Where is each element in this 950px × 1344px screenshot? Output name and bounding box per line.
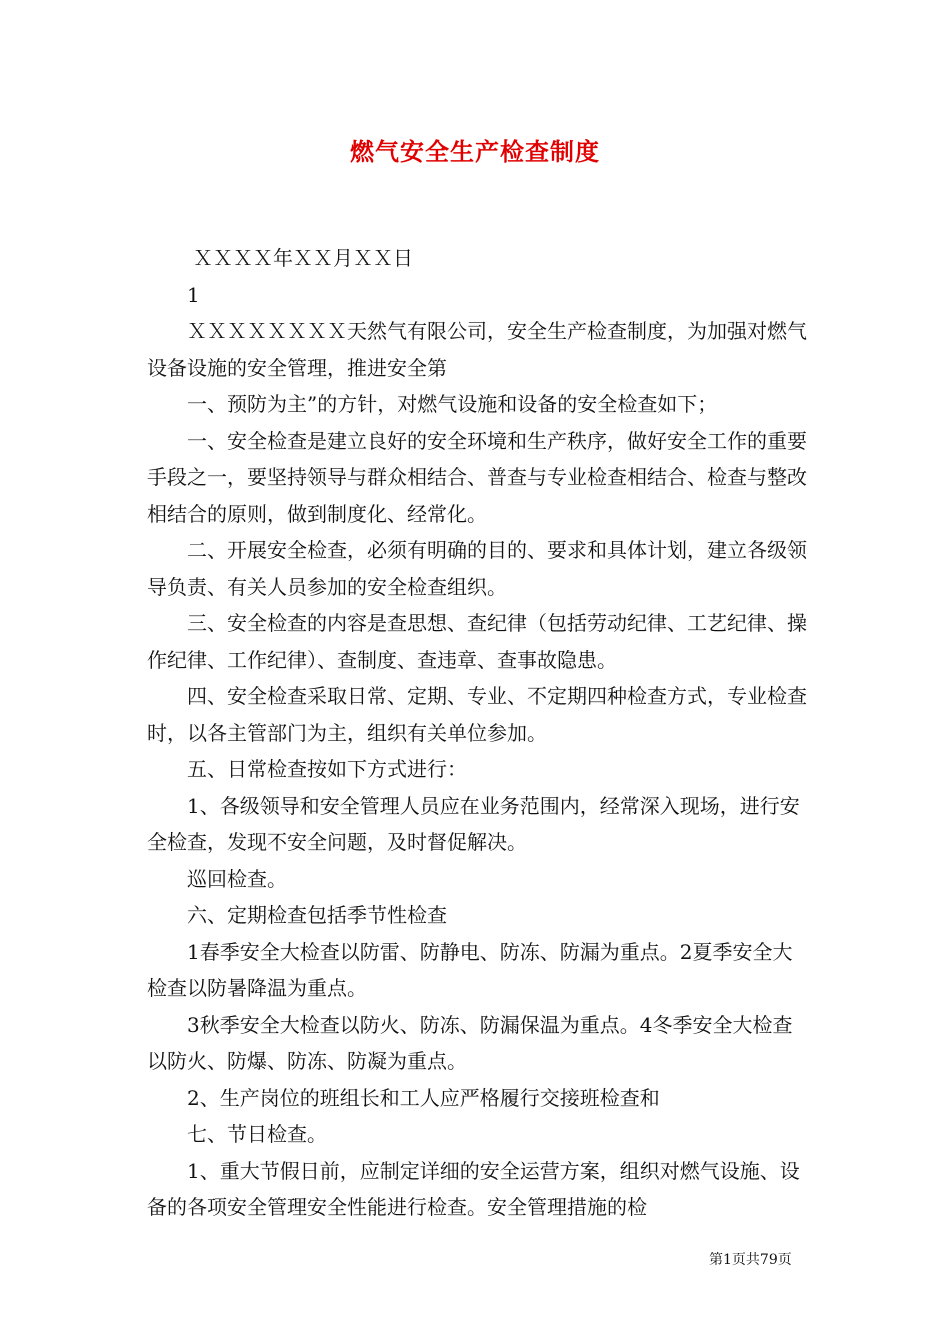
page-number-footer: 第1页共79页: [709, 1252, 792, 1268]
paragraph: 三、安全检查的内容是查思想、查纪律（包括劳动纪律、工艺纪律、操作纪律、工作纪律）、查制度、查违章、查事故隐患。: [147, 611, 807, 672]
paragraph: 二、开展安全检查，必须有明确的目的、要求和具体计划，建立各级领导负责、有关人员参加的安全检查组织。: [147, 538, 807, 599]
paragraph: 一、安全检查是建立良好的安全环境和生产秩序，做好安全工作的重要手段之一，要坚持领导与群众相结合、普查与专业检查相结合、检查与整改相结合的原则，做到制度化、经常化。: [147, 428, 807, 526]
paragraph: 六、定期检查包括季节性检查: [187, 903, 447, 927]
paragraph: 1: [187, 282, 200, 307]
paragraph: ＸＸＸＸＸＸＸＸ天然气有限公司，安全生产检查制度，为加强对燃气设备设施的安全管理，推进安全第: [147, 319, 807, 380]
document-body: [147, 240, 807, 1226]
paragraph: 四、安全检查采取日常、定期、专业、不定期四种检查方式，专业检查时，以各主管部门为主，组织有关单位参加。: [147, 684, 807, 745]
paragraph: 五、日常检查按如下方式进行：: [187, 757, 467, 781]
paragraph: 1春季安全大检查以防雷、防静电、防冻、防漏为重点。2夏季安全大检查以防暑降温为重点。: [147, 939, 793, 1000]
paragraph: 巡回检查。: [187, 866, 287, 891]
paragraph: 2、生产岗位的班组长和工人应严格履行交接班检查和: [187, 1085, 660, 1110]
paragraph: 一、预防为主”的方针，对燃气设施和设备的安全检查如下；: [187, 392, 718, 416]
paragraph: 1、重大节假日前，应制定详细的安全运营方案，组织对燃气设施、设备的各项安全管理安全性能进行检查。安全管理措施的检: [147, 1158, 800, 1219]
paragraph: 七、节日检查。: [187, 1122, 327, 1146]
date-line: ＸＸＸＸ年ＸＸ月ＸＸ日: [193, 246, 413, 270]
paragraph: 1、各级领导和安全管理人员应在业务范围内，经常深入现场，进行安全检查，发现不安全问题，及时督促解决。: [147, 793, 800, 854]
paragraph: 3秋季安全大检查以防火、防冻、防漏保温为重点。4冬季安全大检查以防火、防爆、防冻、防凝为重点。: [147, 1012, 793, 1073]
document-title: 燃气安全生产检查制度: [350, 137, 600, 166]
